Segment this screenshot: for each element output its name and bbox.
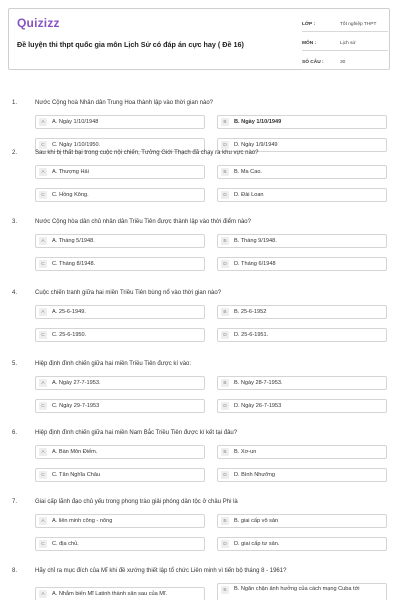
option-letter: A [39, 308, 47, 316]
option-text: B. Ma Cao. [234, 169, 262, 175]
option-letter: D [221, 402, 229, 410]
option-letter: B [221, 448, 229, 456]
option-text: B. Ngăn chặn ảnh hưởng của cách mạng Cuba tới [234, 586, 360, 592]
option-text: A. Ngày 1/10/1948 [52, 119, 99, 125]
option-a[interactable] [35, 165, 205, 179]
question-text: Sau khi bị thất bại trong cuộc nội chiến, Tưởng Giới Thạch đã chạy ra khu vực nào? [35, 150, 259, 156]
option-letter: B [221, 517, 229, 525]
option-d[interactable] [217, 328, 387, 342]
option-text: B. Tháng 9/1948. [234, 238, 277, 244]
option-text: C. 25-6-1950. [52, 332, 87, 338]
question-number: 6. [12, 430, 18, 436]
option-letter: B [221, 118, 229, 126]
option-letter: C [39, 141, 47, 149]
option-letter: C [39, 191, 47, 199]
option-a[interactable] [35, 376, 205, 390]
option-letter: B [221, 168, 229, 176]
option-letter: C [39, 260, 47, 268]
question-text: Giai cấp lãnh đạo chủ yếu trong phong trào giải phóng dân tộc ở châu Phi là [35, 499, 238, 505]
option-text: A. Nhằm biến Mĩ Latinh thành sân sau của Mĩ. [52, 591, 168, 597]
question-number: 2. [12, 150, 18, 156]
option-letter: D [221, 540, 229, 548]
question-text: Hiệp định đình chiến giữa hai miền Triều Tiên được kí vào: [35, 361, 192, 367]
option-text: C. Ngày 1/10/1950. [52, 142, 101, 148]
option-b[interactable] [217, 514, 387, 528]
option-text: A. 25-6-1949. [52, 309, 86, 315]
option-text: D. Đài Loan [234, 192, 264, 198]
option-text: D. Ngày 26-7-1953 [234, 403, 282, 409]
option-letter: A [39, 118, 47, 126]
option-text: A. Tháng 5/1948. [52, 238, 95, 244]
question-7 [12, 497, 392, 547]
option-text: C. Ngày 29-7-1953 [52, 403, 100, 409]
option-text: D. giai cấp tư sản. [234, 541, 280, 547]
option-text: C. Tháng 8/1948. [52, 261, 96, 267]
option-text: A. Bàn Môn Điếm. [52, 449, 98, 455]
question-2 [12, 148, 392, 198]
option-letter: C [39, 331, 47, 339]
meta-label: LỚP : [302, 21, 316, 27]
option-letter: A [39, 517, 47, 525]
question-text: Hãy chỉ ra mục đích của Mĩ khi đề xướng thiết lập tổ chức Liên minh vì tiến bộ tháng 8 - 1961? [35, 568, 287, 574]
option-b[interactable] [217, 445, 387, 459]
option-c[interactable] [35, 399, 205, 413]
option-a[interactable] [35, 305, 205, 319]
question-5 [12, 359, 392, 409]
meta-label: SỐ CÂU : [302, 59, 324, 65]
option-letter: B [221, 586, 229, 594]
option-letter: A [39, 237, 47, 245]
option-text: D. Ngày 1/9/1949 [234, 142, 278, 148]
meta-row-grade [302, 17, 388, 32]
option-b[interactable] [217, 165, 387, 179]
option-b[interactable] [217, 305, 387, 319]
option-text: C. Tân Nghĩa Châu [52, 472, 101, 478]
option-c[interactable] [35, 537, 205, 551]
question-4 [12, 288, 392, 338]
option-d[interactable] [217, 399, 387, 413]
option-a[interactable] [35, 445, 205, 459]
meta-row-subject [302, 36, 388, 51]
option-text: A. Thượng Hải [52, 169, 89, 175]
option-letter: C [39, 540, 47, 548]
question-8 [12, 566, 392, 597]
option-letter: B [221, 379, 229, 387]
option-text: B. Xơ-un [234, 449, 257, 455]
option-d[interactable] [217, 537, 387, 551]
option-b[interactable] [217, 583, 387, 600]
question-text: Hiệp định đình chiến giữa hai miền Nam Bắc Triều Tiên được kí kết tại đâu? [35, 430, 238, 436]
option-a[interactable] [35, 514, 205, 528]
option-c[interactable] [35, 328, 205, 342]
option-letter: B [221, 237, 229, 245]
option-a[interactable] [35, 115, 205, 129]
option-c[interactable] [35, 257, 205, 271]
option-c[interactable] [35, 188, 205, 202]
question-number: 5. [12, 361, 18, 367]
option-letter: A [39, 168, 47, 176]
option-d[interactable] [217, 257, 387, 271]
question-text: Nước Cộng hoà Nhân dân Trung Hoa thành lập vào thời gian nào? [35, 100, 214, 106]
option-letter: C [39, 402, 47, 410]
meta-row-question-count [302, 55, 388, 70]
option-letter: D [221, 331, 229, 339]
option-d[interactable] [217, 188, 387, 202]
meta-label: MÔN : [302, 40, 317, 46]
option-b[interactable] [217, 376, 387, 390]
meta-value: Lịch sử [340, 40, 356, 46]
option-a[interactable] [35, 234, 205, 248]
worksheet-meta [302, 17, 388, 74]
option-text: D. 25-6-1951. [234, 332, 269, 338]
option-text: B. Ngày 28-7-1953. [234, 380, 283, 386]
option-text: A. Ngày 27-7-1953. [52, 380, 101, 386]
meta-value: 30 [340, 59, 346, 65]
worksheet-title: Đề luyện thi thpt quốc gia môn Lịch Sử có đáp án cực hay ( Đề 16) [17, 40, 244, 49]
option-letter: C [39, 471, 47, 479]
option-a[interactable] [35, 587, 205, 600]
option-text: C. Hồng Kông. [52, 192, 89, 198]
option-letter: D [221, 191, 229, 199]
option-letter: D [221, 260, 229, 268]
option-text: D. Tháng 6/1948 [234, 261, 276, 267]
option-text: B. giai cấp vô sản [234, 518, 279, 524]
question-text: Cuộc chiến tranh giữa hai miền Triều Tiên bùng nổ vào thời gian nào? [35, 290, 222, 296]
question-1 [12, 98, 392, 148]
option-text: C. địa chủ. [52, 541, 79, 547]
option-text: B. 25-6-1952 [234, 309, 267, 315]
option-letter: D [221, 471, 229, 479]
option-letter: A [39, 448, 47, 456]
question-6 [12, 428, 392, 478]
question-number: 4. [12, 290, 18, 296]
option-text: B. Ngày 1/10/1949 [234, 119, 282, 125]
question-3 [12, 217, 392, 267]
question-number: 1. [12, 100, 18, 106]
worksheet-header [8, 8, 390, 70]
option-letter: A [39, 379, 47, 387]
meta-value: Tốt nghiệp THPT [340, 21, 377, 27]
option-text: A. liên minh công - nông [52, 518, 113, 524]
option-d[interactable] [217, 468, 387, 482]
option-c[interactable] [35, 468, 205, 482]
option-b[interactable] [217, 115, 387, 129]
option-letter: A [39, 590, 47, 598]
option-letter: B [221, 308, 229, 316]
quizizz-logo: Quizizz [17, 16, 60, 30]
question-number: 8. [12, 568, 18, 574]
question-text: Nước Cộng hòa dân chủ nhân dân Triều Tiên được thành lập vào thời điểm nào? [35, 219, 251, 225]
question-number: 7. [12, 499, 18, 505]
option-text: D. Bình Nhưỡng [234, 472, 275, 478]
option-b[interactable] [217, 234, 387, 248]
question-number: 3. [12, 219, 18, 225]
option-letter: D [221, 141, 229, 149]
